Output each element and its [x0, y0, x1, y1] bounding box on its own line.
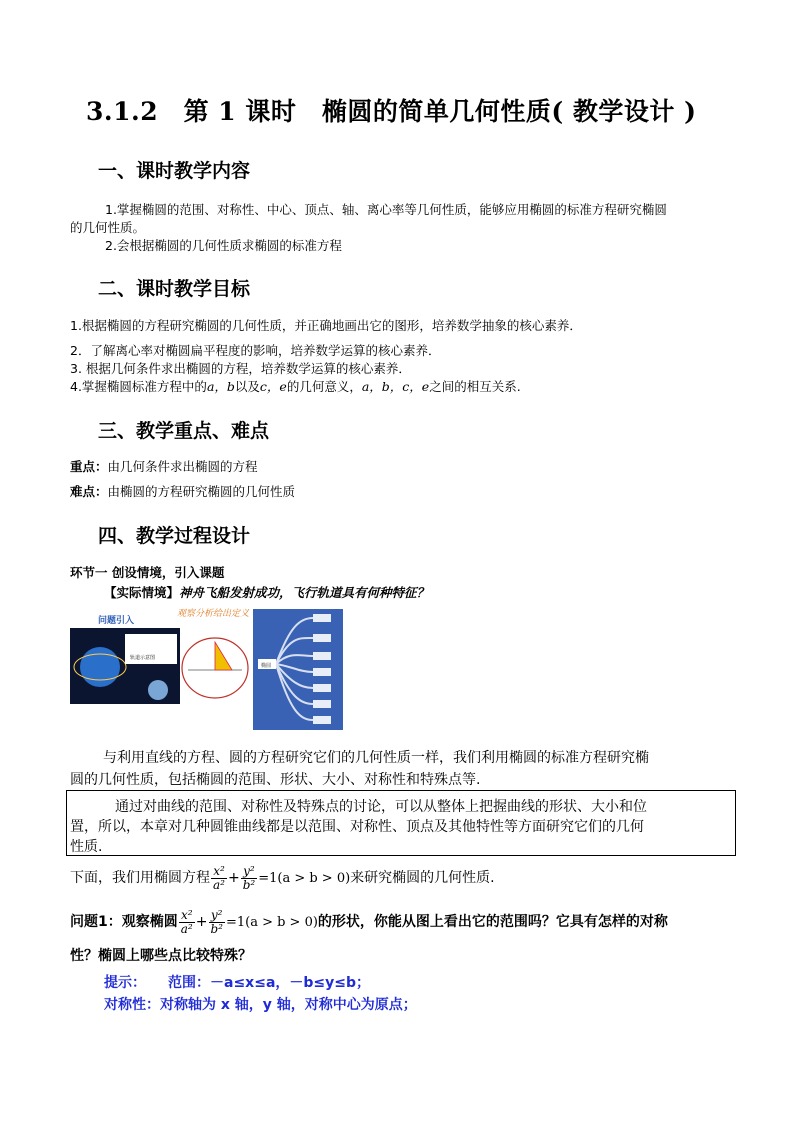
hint-symmetry-line: 对称性：对称轴为 x 轴，y 轴，对称中心为原点；	[104, 997, 417, 1013]
fraction-y	[241, 865, 258, 892]
orbit-diagram-label: 轨道示意图	[130, 655, 156, 661]
fraction-x-den: a²	[213, 877, 225, 892]
section-heading-keypoints: 三、教学重点、难点	[98, 420, 270, 442]
fraction-y-num: y²	[243, 863, 255, 878]
content-line-1a: 1.掌握椭圆的范围、对称性、中心、顶点、轴、离心率等几何性质，能够应用椭圆的标准方程研究椭圆	[105, 202, 667, 217]
box-line-b: 置，所以，本章对几种圆锥曲线都是以范围、对称性、顶点及其他特性等方面研究它们的几何	[70, 819, 644, 835]
key-point-label: 重点：	[70, 459, 108, 474]
goal-4	[70, 377, 521, 397]
goal-4-mid2: 的几何意义，	[286, 379, 362, 394]
section-heading-content: 一、课时教学内容	[98, 160, 251, 182]
scenario-line	[104, 583, 429, 603]
q1-fraction-y	[208, 909, 225, 936]
fraction-x-num: x²	[213, 863, 225, 878]
q1-equation-rest: =1(a > b > 0)	[225, 915, 318, 930]
q1-fraction-x-num: x²	[180, 907, 193, 922]
scenario-text: 神舟飞船发射成功，飞行轨道具有何种特征？	[179, 585, 430, 600]
difficulty-text: 由椭圆的方程研究椭圆的几何性质	[107, 484, 296, 499]
section-heading-process: 四、教学过程设计	[98, 525, 251, 547]
step-1-heading: 环节一 创设情境，引入课题	[70, 565, 225, 580]
question-1-post: 的形状，你能从图上看出它的范围吗？它具有怎样的对称	[317, 914, 668, 930]
hint-label: 提示：	[104, 975, 146, 991]
goal-1: 1.根据椭圆的方程研究椭圆的几何性质，并正确地画出它的图形，培养数学抽象的核心素养．	[70, 318, 582, 333]
goal-4-pre: 4.掌握椭圆标准方程中的	[70, 379, 207, 394]
equation-line-post: 来研究椭圆的几何性质.	[350, 870, 495, 886]
fraction-x	[211, 865, 227, 892]
goal-4-mid1: 以及	[234, 379, 260, 394]
goal-3: 3. 根据几何条件求出椭圆的方程，培养数学运算的核心素养．	[70, 361, 411, 376]
content-line-1b: 的几何性质。	[70, 220, 146, 235]
goal-4-abce: a，b，c，e	[361, 379, 430, 394]
concept-center-label: 椭圆	[261, 663, 272, 669]
goal-4-post: 之间的相互关系.	[429, 379, 521, 394]
goal-4-ce: c，e	[259, 379, 287, 394]
q1-fraction-x	[179, 909, 195, 936]
box-line-c: 性质.	[70, 839, 103, 855]
summary-box	[66, 790, 736, 856]
content-line-2: 2.会根据椭圆的几何性质求椭圆的标准方程	[105, 238, 342, 253]
page-title: 3.1.2 第 1 课时 椭圆的简单几何性质( 教学设计 )	[86, 97, 697, 126]
moon-shape	[148, 680, 168, 700]
equation-line-pre: 下面，我们用椭圆方程	[70, 870, 210, 886]
scenario-label: 【实际情境】	[104, 585, 180, 600]
paragraph-1a: 与利用直线的方程、圆的方程研究它们的几何性质一样，我们利用椭圆的标准方程研究椭	[103, 750, 649, 766]
paragraph-1b: 圆的几何性质，包括椭圆的范围、形状、大小、对称性和特殊点等.	[70, 772, 481, 788]
question-1-line1: 问题1：观察椭圆 $\frac{\text{x²}}{\text{a²}}$ + $\frac{\text{y²}}{\text{b²}}$ =1(a > b > 0)的形状，你能从图上看出它的范围吗？它具有怎样的对称	[70, 907, 668, 936]
figure-caption-intro: 问题引入	[98, 616, 135, 626]
fraction-y-den: b²	[242, 877, 256, 892]
question-1-line2: 性？椭圆上哪些点比较特殊？	[70, 948, 252, 964]
hint-range: 范围：－a≤x≤a，－b≤y≤b；	[168, 975, 371, 991]
difficulty-point	[70, 482, 295, 502]
equation-rest: =1(a > b > 0)	[258, 871, 351, 886]
goal-2: 2．了解离心率对椭圆扁平程度的影响，培养数学运算的核心素养．	[70, 343, 441, 358]
q1-fraction-x-den: a²	[180, 921, 193, 936]
goal-4-ab: a，b	[206, 379, 235, 394]
key-point-text: 由几何条件求出椭圆的方程	[107, 459, 258, 474]
difficulty-label: 难点：	[70, 484, 108, 499]
q1-fraction-y-den: b²	[210, 921, 223, 936]
q1-fraction-y-num: y²	[210, 907, 223, 922]
question-1-pre: 问题1：观察椭圆	[70, 914, 178, 930]
concept-map-figure	[175, 606, 343, 730]
section-heading-goals: 二、课时教学目标	[98, 278, 251, 300]
box-line-a: 通过对曲线的范围、对称性及特殊点的讨论，可以从整体上把握曲线的形状、大小和位	[115, 799, 647, 815]
key-point	[70, 457, 258, 477]
equation-line: 下面，我们用椭圆方程 $\frac{\text{x²}}{\text{a²}}$ + $\frac{\text{y²}}{\text{b²}}$ =1(a > b > 0)来研究椭圆的几何性质.	[70, 863, 495, 892]
earth-shape	[80, 647, 120, 687]
figure-caption-observe: 观察分析给出定义	[177, 609, 250, 619]
